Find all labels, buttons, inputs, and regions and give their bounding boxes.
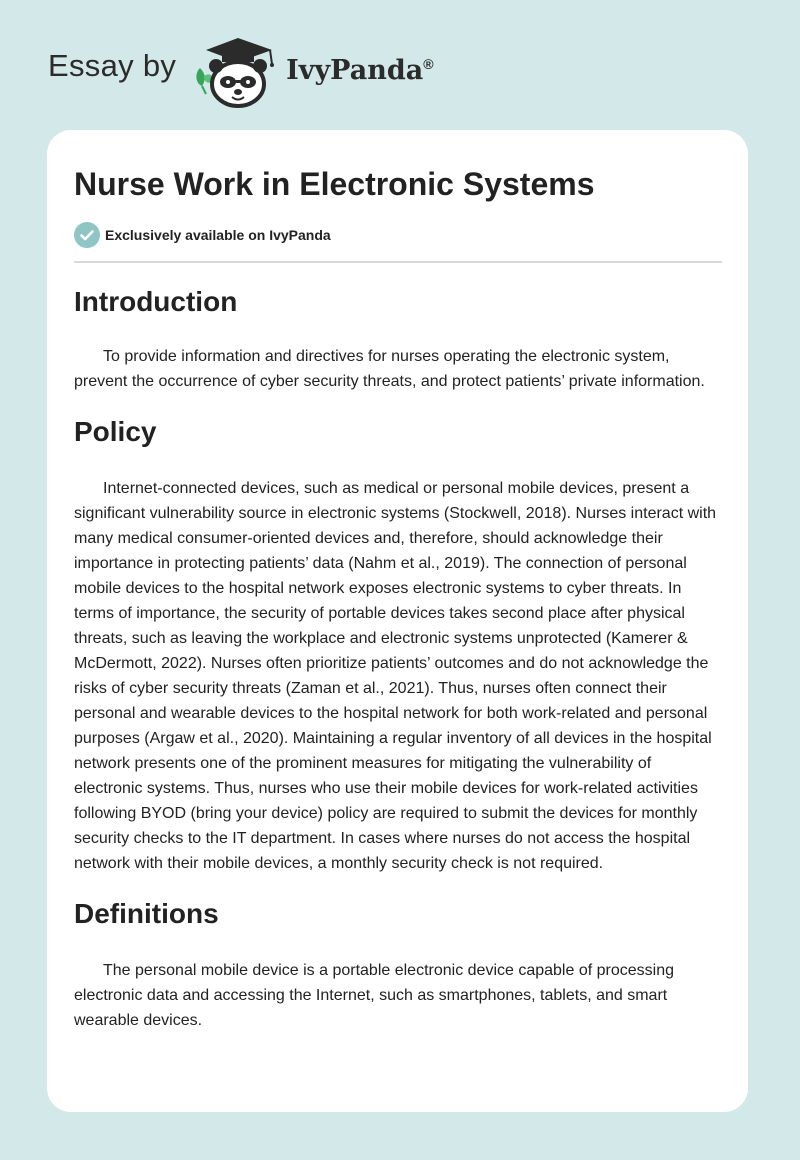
section-heading: Introduction — [74, 286, 238, 317]
article-card — [47, 130, 748, 1112]
section-paragraph: To provide information and directives for nurses operating the electronic system, prevent the occurrence of cyber security threats, and protect patients’ private information. — [74, 348, 705, 390]
essay-by-label: Essay by — [48, 48, 177, 83]
exclusive-badge — [74, 222, 331, 248]
section-paragraph: Internet-connected devices, such as medical or personal mobile devices, present a significant vulnerability source in electronic systems (Stockwell, 2018). Nurses interact with many medical consumer-oriented devices and, therefore, should acknowledge their importance in protecting patients’ data (Nahm et al., 2019). The connection of personal mobile devices to the hospital network exposes electronic systems to cyber threats. In terms of importance, the security of portable devices takes second place after physical threats, such as leaving the workplace and electronic systems unprotected (Kamerer & McDermott, 2022). Nurses often prioritize patients’ outcomes and do not acknowledge the risks of cyber security threats (Zaman et al., 2021). Thus, nurses often connect their personal and wearable devices to the hospital network for both work-related and personal purposes (Argaw et al., 2020). Maintaining a regular inventory of all devices in the hospital network presents one of the prominent measures for mitigating the vulnerability of electronic systems. Thus, nurses who use their mobile devices for work-related activities following BYOD (bring your device) policy are required to submit the devices for monthly security checks to the IT department. In cases where nurses do not access the hospital network with their mobile devices, a monthly security check is not required. — [74, 480, 717, 872]
section-policy — [74, 410, 722, 876]
section-paragraph: The personal mobile device is a portable electronic device capable of processing electronic data and accessing the Internet, such as smartphones, tablets, and smart wearable devices. — [74, 962, 674, 1029]
section-introduction — [74, 280, 722, 394]
divider — [74, 261, 722, 263]
badge-label: Exclusively available on IvyPanda — [105, 227, 331, 243]
article-body — [74, 280, 722, 1033]
check-circle-icon — [74, 222, 100, 248]
panda-graduate-icon[interactable] — [192, 32, 284, 108]
section-definitions — [74, 892, 722, 1033]
brand-name[interactable]: IvyPanda® — [286, 54, 434, 86]
section-heading: Policy — [74, 416, 157, 447]
site-header — [48, 32, 434, 108]
registered-mark: ® — [423, 55, 434, 72]
section-heading: Definitions — [74, 898, 219, 929]
page-title: Nurse Work in Electronic Systems — [74, 166, 595, 202]
